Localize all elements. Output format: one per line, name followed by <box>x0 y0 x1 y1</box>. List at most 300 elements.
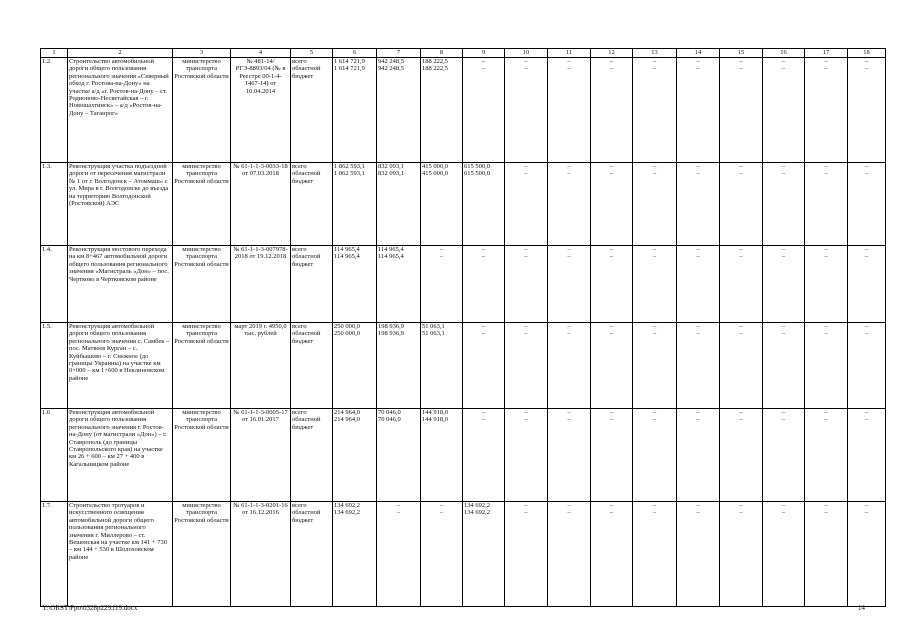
value-total: – <box>481 58 486 65</box>
funding-source-label: областной бюджет <box>292 170 321 185</box>
column-number-8: 8 <box>421 49 463 58</box>
value-cell-col-17 <box>805 246 848 323</box>
row-number: 1.7. <box>41 502 68 607</box>
value-total: – <box>652 502 657 509</box>
value-total: 615 500,0 <box>464 163 490 170</box>
value-cell-col-16 <box>763 163 805 246</box>
customer-cell: министерство транспорта Ростовской области <box>173 502 231 607</box>
value-cell-col-13 <box>633 58 677 163</box>
value-total: – <box>524 502 528 509</box>
value-total: – <box>567 409 571 416</box>
value-regional-budget: – <box>609 509 614 517</box>
value-total: – <box>781 58 786 65</box>
value-regional-budget: – <box>824 65 828 73</box>
value-regional-budget: 188 222,5 <box>422 65 448 73</box>
value-cell-col-7 <box>377 409 421 502</box>
value-regional-budget: – <box>824 416 828 424</box>
value-regional-budget: – <box>864 253 869 261</box>
value-total: – <box>439 502 444 509</box>
value-cell-col-18 <box>848 502 886 607</box>
value-cell-col-15 <box>720 58 763 163</box>
value-total: – <box>864 163 869 170</box>
value-total: – <box>524 409 528 416</box>
value-cell-col-11 <box>548 163 591 246</box>
value-regional-budget: – <box>652 509 657 517</box>
value-total: – <box>439 246 444 253</box>
value-regional-budget: – <box>696 509 700 517</box>
value-regional-budget: 134 692,2 <box>334 509 360 517</box>
funding-source-label: всего <box>292 502 307 509</box>
funding-source-cell <box>291 246 333 323</box>
funding-source-label: всего <box>292 58 307 65</box>
value-regional-budget: – <box>567 509 571 517</box>
value-cell-col-7 <box>377 58 421 163</box>
value-total: – <box>609 409 614 416</box>
value-cell-col-9 <box>463 163 505 246</box>
column-number-13: 13 <box>633 49 677 58</box>
value-regional-budget: 415 000,0 <box>422 170 448 178</box>
value-regional-budget: – <box>739 65 743 73</box>
value-total: – <box>864 323 869 330</box>
value-total: – <box>396 502 401 509</box>
value-cell-col-7 <box>377 246 421 323</box>
value-regional-budget: – <box>696 330 700 338</box>
value-cell-col-9 <box>463 323 505 409</box>
footer-file-path: Y:\ORST\Ppo\0328p229.f19.docx <box>42 604 138 612</box>
value-total: 250 000,0 <box>334 323 360 330</box>
value-cell-col-16 <box>763 323 805 409</box>
value-total: – <box>609 163 614 170</box>
value-cell-col-12 <box>591 246 633 323</box>
value-total: – <box>864 58 869 65</box>
value-total: – <box>824 163 828 170</box>
value-cell-col-13 <box>633 163 677 246</box>
value-cell-col-7 <box>377 163 421 246</box>
value-cell-col-17 <box>805 502 848 607</box>
value-regional-budget: – <box>524 170 528 178</box>
funding-source-label: областной бюджет <box>292 253 321 268</box>
value-cell-col-6 <box>333 163 377 246</box>
value-regional-budget: – <box>609 330 614 338</box>
value-cell-col-12 <box>591 323 633 409</box>
value-regional-budget: 832 093,1 <box>378 170 404 178</box>
value-regional-budget: – <box>567 253 571 261</box>
value-regional-budget: – <box>781 416 786 424</box>
value-cell-col-11 <box>548 246 591 323</box>
value-regional-budget: – <box>652 65 657 73</box>
value-cell-col-15 <box>720 323 763 409</box>
value-total: – <box>781 246 786 253</box>
value-cell-col-6 <box>333 409 377 502</box>
funding-source-label: областной бюджет <box>292 65 321 80</box>
value-cell-col-16 <box>763 246 805 323</box>
value-cell-col-17 <box>805 409 848 502</box>
budget-table <box>40 48 886 607</box>
value-cell-col-12 <box>591 163 633 246</box>
value-cell-col-9 <box>463 502 505 607</box>
column-number-5: 5 <box>291 49 333 58</box>
value-cell-col-8 <box>421 502 463 607</box>
value-cell-col-8 <box>421 409 463 502</box>
customer-cell: министерство транспорта Ростовской области <box>173 409 231 502</box>
value-regional-budget: – <box>781 509 786 517</box>
customer-cell: министерство транспорта Ростовской области <box>173 163 231 246</box>
value-total: – <box>567 58 571 65</box>
value-cell-col-7 <box>377 502 421 607</box>
row-number: 1.6 <box>41 409 68 502</box>
value-regional-budget: – <box>524 509 528 517</box>
customer-cell: министерство транспорта Ростовской области <box>173 58 231 163</box>
value-regional-budget: 144 918,0 <box>422 416 448 424</box>
value-regional-budget: – <box>481 416 486 424</box>
value-cell-col-15 <box>720 502 763 607</box>
value-total: – <box>524 58 528 65</box>
value-total: 51 063,1 <box>422 323 445 330</box>
value-regional-budget: – <box>439 253 444 261</box>
value-cell-col-18 <box>848 323 886 409</box>
value-regional-budget: 198 936,9 <box>378 330 404 338</box>
page-number: 14 <box>858 604 865 612</box>
customer-cell: министерство транспорта Ростовской области <box>173 246 231 323</box>
value-cell-col-11 <box>548 409 591 502</box>
value-total: – <box>824 58 828 65</box>
value-regional-budget: – <box>824 253 828 261</box>
column-number-6: 6 <box>333 49 377 58</box>
value-total: – <box>567 323 571 330</box>
object-name: Реконструкция автомобильной дороги общего пользования регионального значения с. Самбек – пос. Матвеев Курган – с. Куйбышево – г. Снежное (до границы Украины) на участке км 0+000 – км 1+600 в Неклиновском районе <box>68 323 173 409</box>
value-regional-budget: 70 046,0 <box>378 416 401 424</box>
value-regional-budget: 615 500,0 <box>464 170 490 178</box>
value-total: – <box>567 163 571 170</box>
funding-source-label: всего <box>292 246 307 253</box>
value-cell-col-8 <box>421 323 463 409</box>
column-number-9: 9 <box>463 49 505 58</box>
value-regional-budget: – <box>824 330 828 338</box>
value-regional-budget: – <box>481 65 486 73</box>
value-regional-budget: – <box>696 253 700 261</box>
column-number-2: 2 <box>68 49 173 58</box>
value-cell-col-8 <box>421 246 463 323</box>
value-total: – <box>609 502 614 509</box>
value-regional-budget: – <box>864 65 869 73</box>
value-cell-col-10 <box>505 163 548 246</box>
value-cell-col-18 <box>848 409 886 502</box>
value-total: – <box>739 163 743 170</box>
value-cell-col-11 <box>548 502 591 607</box>
value-total: 1 614 721,9 <box>334 58 365 65</box>
value-total: – <box>481 323 486 330</box>
value-regional-budget: – <box>481 253 486 261</box>
value-cell-col-11 <box>548 58 591 163</box>
value-regional-budget: 250 000,0 <box>334 330 360 338</box>
value-regional-budget: 1 862 593,1 <box>334 170 365 178</box>
value-regional-budget: – <box>609 253 614 261</box>
value-cell-col-6 <box>333 246 377 323</box>
value-cell-col-10 <box>505 58 548 163</box>
value-regional-budget: – <box>739 416 743 424</box>
value-cell-col-8 <box>421 163 463 246</box>
column-number-18: 18 <box>848 49 886 58</box>
funding-source-label: всего <box>292 163 307 170</box>
value-cell-col-13 <box>633 502 677 607</box>
value-regional-budget: 51 063,1 <box>422 330 445 338</box>
value-regional-budget: – <box>739 253 743 261</box>
value-total: – <box>739 323 743 330</box>
value-total: – <box>481 246 486 253</box>
value-total: – <box>696 246 700 253</box>
value-cell-col-10 <box>505 502 548 607</box>
value-cell-col-18 <box>848 246 886 323</box>
value-regional-budget: – <box>739 330 743 338</box>
value-total: – <box>696 323 700 330</box>
column-number-7: 7 <box>377 49 421 58</box>
value-cell-col-6 <box>333 502 377 607</box>
column-number-15: 15 <box>720 49 763 58</box>
value-total: – <box>609 246 614 253</box>
column-number-3: 3 <box>173 49 231 58</box>
value-regional-budget: – <box>781 65 786 73</box>
value-cell-col-11 <box>548 323 591 409</box>
value-total: – <box>524 323 528 330</box>
customer-cell: министерство транспорта Ростовской области <box>173 323 231 409</box>
column-number-17: 17 <box>805 49 848 58</box>
value-total: – <box>652 58 657 65</box>
value-regional-budget: – <box>696 416 700 424</box>
funding-source-cell <box>291 502 333 607</box>
value-total: – <box>824 246 828 253</box>
funding-source-label: всего <box>292 409 307 416</box>
value-cell-col-9 <box>463 409 505 502</box>
value-total: 134 692,2 <box>334 502 360 509</box>
value-total: – <box>652 246 657 253</box>
column-number-1: 1 <box>41 49 68 58</box>
value-total: 114 965,4 <box>378 246 404 253</box>
funding-source-label: всего <box>292 323 307 330</box>
value-regional-budget: – <box>567 416 571 424</box>
value-cell-col-10 <box>505 323 548 409</box>
value-regional-budget: – <box>609 416 614 424</box>
value-total: – <box>781 409 786 416</box>
value-cell-col-8 <box>421 58 463 163</box>
value-regional-budget: 214 964,0 <box>334 416 360 424</box>
value-total: – <box>864 502 869 509</box>
column-number-10: 10 <box>505 49 548 58</box>
value-cell-col-14 <box>677 502 720 607</box>
value-total: – <box>739 502 743 509</box>
column-number-16: 16 <box>763 49 805 58</box>
value-total: – <box>524 163 528 170</box>
value-cell-col-13 <box>633 323 677 409</box>
value-regional-budget: – <box>524 330 528 338</box>
value-regional-budget: – <box>396 509 401 517</box>
value-regional-budget: – <box>652 253 657 261</box>
column-number-row <box>41 49 886 58</box>
value-regional-budget: – <box>652 416 657 424</box>
funding-source-cell <box>291 163 333 246</box>
value-cell-col-14 <box>677 58 720 163</box>
value-regional-budget: – <box>567 65 571 73</box>
object-name: Реконструкция автомобильной дороги общего пользования регионального значения г. Ростов-на-Дону (от магистрали «Дон») – г. Ставрополь (до границы Ставропольского края) на участке км 26 + 600 – км 27 + 400 в Кагальницком районе <box>68 409 173 502</box>
value-regional-budget: – <box>781 253 786 261</box>
value-regional-budget: – <box>524 253 528 261</box>
value-cell-col-15 <box>720 409 763 502</box>
value-regional-budget: – <box>824 509 828 517</box>
value-total: – <box>652 409 657 416</box>
value-regional-budget: – <box>696 170 700 178</box>
value-cell-col-16 <box>763 502 805 607</box>
object-name: Реконструкция мостового перехода на км 8+467 автомобильной дороги общего пользования регионального значения «Магистраль «Дон» – пос. Чертково в Чертковском районе <box>68 246 173 323</box>
value-total: – <box>481 409 486 416</box>
value-total: – <box>652 163 657 170</box>
value-total: – <box>781 323 786 330</box>
value-regional-budget: – <box>781 170 786 178</box>
value-regional-budget: – <box>739 509 743 517</box>
value-total: 214 964,0 <box>334 409 360 416</box>
table-row <box>41 323 886 409</box>
value-cell-col-13 <box>633 409 677 502</box>
table-row <box>41 502 886 607</box>
value-total: – <box>739 409 743 416</box>
value-total: 188 222,5 <box>422 58 448 65</box>
column-number-12: 12 <box>591 49 633 58</box>
value-cell-col-16 <box>763 58 805 163</box>
value-cell-col-10 <box>505 409 548 502</box>
value-total: 832 093,1 <box>378 163 404 170</box>
value-cell-col-12 <box>591 58 633 163</box>
value-cell-col-17 <box>805 58 848 163</box>
value-regional-budget: – <box>567 330 571 338</box>
value-regional-budget: – <box>439 509 444 517</box>
value-total: – <box>696 409 700 416</box>
row-number: 1.4. <box>41 246 68 323</box>
value-regional-budget: – <box>524 65 528 73</box>
funding-source-label: областной бюджет <box>292 330 321 345</box>
value-regional-budget: – <box>567 170 571 178</box>
value-cell-col-6 <box>333 323 377 409</box>
funding-source-cell <box>291 58 333 163</box>
table-body <box>41 49 886 607</box>
value-regional-budget: 114 965,4 <box>378 253 404 261</box>
value-total: – <box>824 502 828 509</box>
document-cell: № 61-1-1-3-0005-17 от 16.01.2017 <box>231 409 291 502</box>
value-cell-col-9 <box>463 58 505 163</box>
object-name: Строительство автомобильной дороги общего пользования регионального значения «Северный обход г. Ростова-на-Дону» на участке а/д «г. Ростов-на-Дону – ст. Родионово-Несветайская – г. Новошахтинск» – а/д «Ростов-на-Дону – Таганрог» <box>68 58 173 163</box>
value-total: – <box>824 323 828 330</box>
document-cell: № 61-1-1-3-007978-2018 от 19.12.2018 <box>231 246 291 323</box>
value-cell-col-6 <box>333 58 377 163</box>
value-cell-col-14 <box>677 409 720 502</box>
value-total: – <box>609 58 614 65</box>
document-cell: № 481-14/РГЭ-8893/04 (№ в Реестре 00-1-4-1467-14) от 10.04.2014 <box>231 58 291 163</box>
value-cell-col-13 <box>633 246 677 323</box>
value-regional-budget: – <box>739 170 743 178</box>
value-regional-budget: – <box>864 330 869 338</box>
value-cell-col-14 <box>677 246 720 323</box>
value-total: 1 862 593,1 <box>334 163 365 170</box>
value-total: 70 046,0 <box>378 409 401 416</box>
value-cell-col-10 <box>505 246 548 323</box>
value-regional-budget: – <box>824 170 828 178</box>
value-regional-budget: – <box>864 170 869 178</box>
value-total: – <box>781 502 786 509</box>
value-total: – <box>696 502 700 509</box>
value-total: 415 000,0 <box>422 163 448 170</box>
value-cell-col-16 <box>763 409 805 502</box>
value-cell-col-12 <box>591 409 633 502</box>
value-regional-budget: 114 965,4 <box>334 253 360 261</box>
row-number: 1.3. <box>41 163 68 246</box>
value-total: – <box>781 163 786 170</box>
value-total: – <box>739 246 743 253</box>
funding-source-label: областной бюджет <box>292 416 321 431</box>
funding-source-label: областной бюджет <box>292 509 321 524</box>
value-cell-col-15 <box>720 163 763 246</box>
funding-source-cell <box>291 323 333 409</box>
table-row <box>41 58 886 163</box>
value-regional-budget: 134 692,2 <box>464 509 490 517</box>
value-cell-col-14 <box>677 163 720 246</box>
value-total: – <box>696 58 700 65</box>
value-regional-budget: 942 248,5 <box>378 65 404 73</box>
row-number: 1.2. <box>41 58 68 163</box>
value-regional-budget: – <box>609 170 614 178</box>
row-number: 1.5. <box>41 323 68 409</box>
value-regional-budget: – <box>652 330 657 338</box>
column-number-4: 4 <box>231 49 291 58</box>
value-regional-budget: – <box>864 416 869 424</box>
value-cell-col-12 <box>591 502 633 607</box>
table-row <box>41 409 886 502</box>
column-number-11: 11 <box>548 49 591 58</box>
value-total: – <box>609 323 614 330</box>
value-regional-budget: – <box>481 330 486 338</box>
value-total: 144 918,0 <box>422 409 448 416</box>
value-regional-budget: – <box>696 65 700 73</box>
value-cell-col-9 <box>463 246 505 323</box>
value-total: – <box>567 246 571 253</box>
value-total: 942 248,5 <box>378 58 404 65</box>
value-cell-col-18 <box>848 163 886 246</box>
value-cell-col-17 <box>805 163 848 246</box>
value-cell-col-17 <box>805 323 848 409</box>
value-cell-col-7 <box>377 323 421 409</box>
value-total: – <box>652 323 657 330</box>
value-total: 134 692,2 <box>464 502 490 509</box>
value-total: – <box>824 409 828 416</box>
value-regional-budget: – <box>652 170 657 178</box>
document-cell: март 2019 г. 4950,0 тыс. рублей <box>231 323 291 409</box>
document-cell: № 61-1-1-3-0201-16 от 16.12.2016 <box>231 502 291 607</box>
value-total: – <box>864 409 869 416</box>
value-regional-budget: – <box>609 65 614 73</box>
value-total: – <box>696 163 700 170</box>
value-cell-col-18 <box>848 58 886 163</box>
value-total: 114 965,4 <box>334 246 360 253</box>
value-regional-budget: 1 614 721,9 <box>334 65 365 73</box>
value-total: – <box>864 246 869 253</box>
object-name: Реконструкция участка подъездной дороги от пересечения магистрали № 1 от г. Волгодонск – Атоммаш» с ул. Мира в г. Волгодонске до въезда на территорию Волгодонской (Ростовской) АЭС <box>68 163 173 246</box>
value-regional-budget: – <box>781 330 786 338</box>
funding-source-cell <box>291 409 333 502</box>
value-regional-budget: – <box>524 416 528 424</box>
value-cell-col-15 <box>720 246 763 323</box>
value-total: – <box>524 246 528 253</box>
value-total: 198 936,9 <box>378 323 404 330</box>
object-name: Строительство тротуаров и искусственного освещения автомобильной дороги общего пользования регионального значения г. Миллерово – ст. Вешенская на участке км 141 + 730 – км 144 + 530 в Шолоховском районе <box>68 502 173 607</box>
value-cell-col-14 <box>677 323 720 409</box>
document-cell: № 61-1-1-3-0033-18 от 07.03.2018 <box>231 163 291 246</box>
table-row <box>41 163 886 246</box>
